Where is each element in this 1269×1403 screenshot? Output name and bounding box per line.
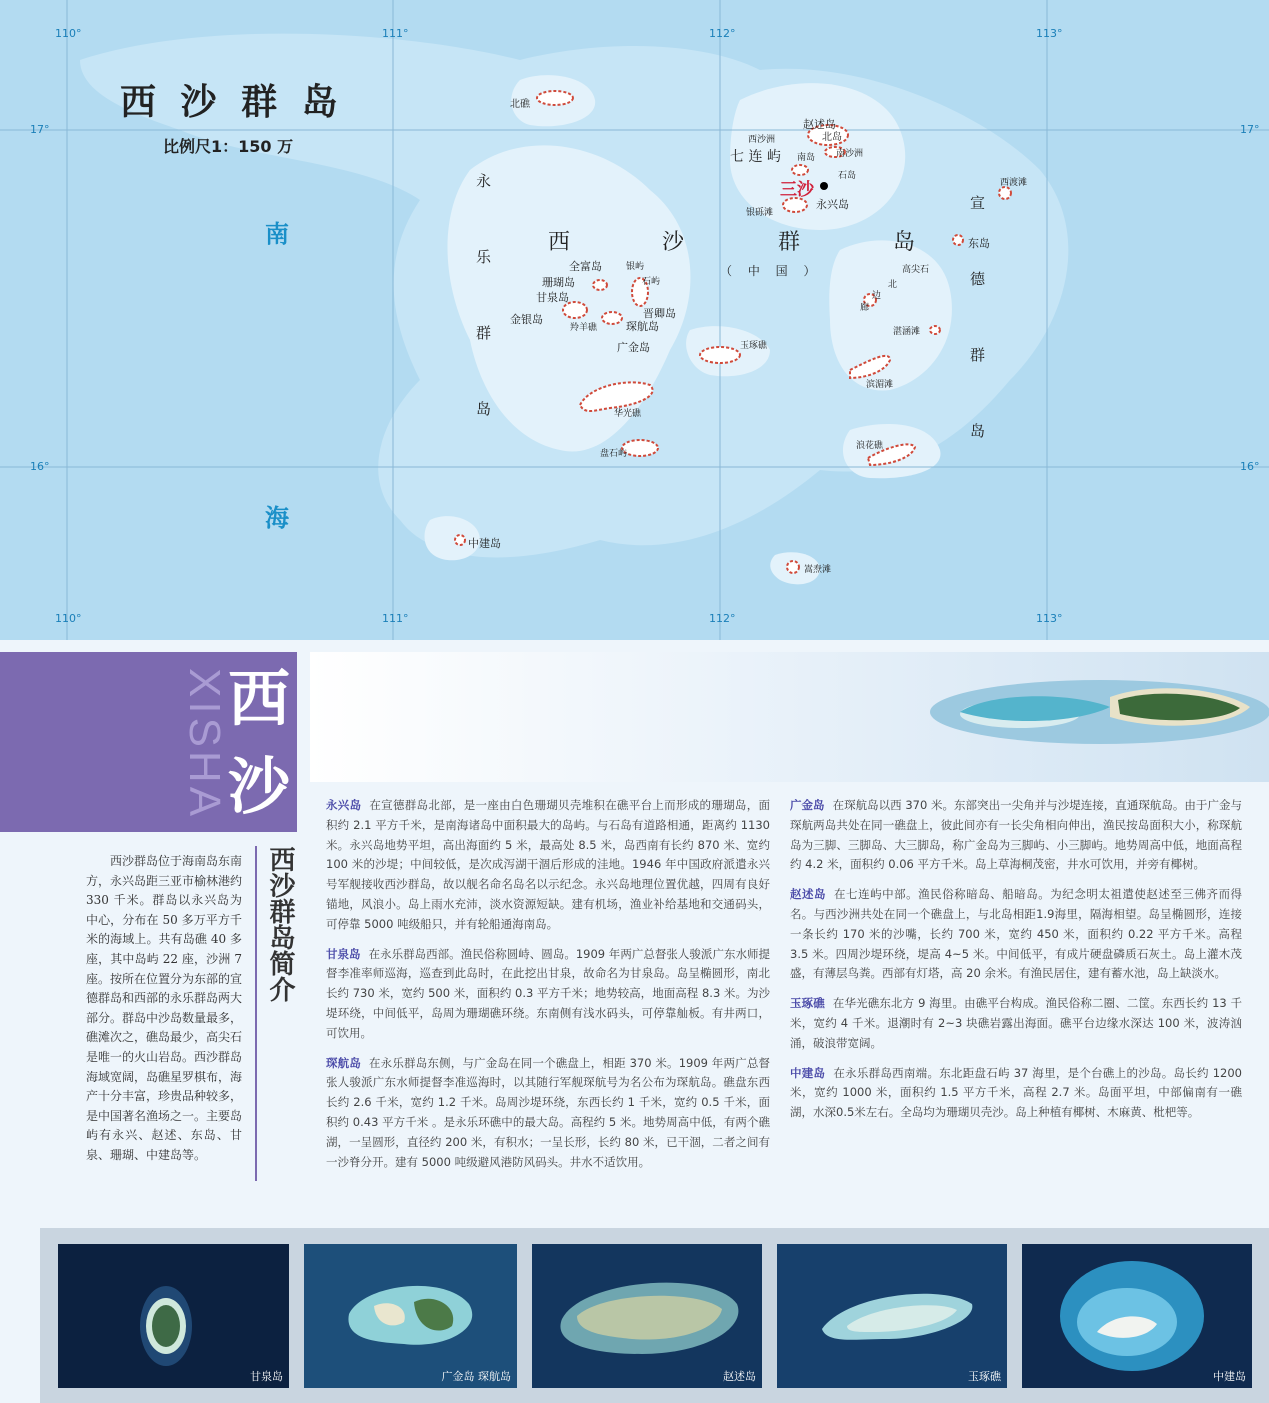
place-label: 广金岛 bbox=[617, 341, 650, 354]
lon-label: 112° bbox=[709, 27, 736, 40]
archipelago-label: 沙 bbox=[662, 230, 685, 255]
place-label: 东岛 bbox=[968, 237, 990, 250]
map-title: 西 沙 群 岛 bbox=[120, 81, 344, 123]
place-label: 石屿 bbox=[642, 277, 661, 287]
place-label: 西沙洲 bbox=[748, 135, 776, 145]
place-label: 赵述岛 bbox=[803, 118, 836, 131]
entry-heading: 永兴岛 bbox=[326, 798, 362, 812]
place-label: 银屿 bbox=[626, 262, 645, 272]
place-label: 金银岛 bbox=[510, 313, 543, 326]
entry-body: 在永乐群岛西部。渔民俗称圆峙、圆岛。1909 年两广总督张人骏派广东水师提督李准率师巡海，巡查到此岛时，在此挖出甘泉，故命名为甘泉岛。岛呈椭圆形，南北长约 730 米，宽约 500 米，面积约 0.3 平方千米；地势较高，地面高程 8.3 米。为沙堤环绕，中间低平，岛周为珊瑚礁环绕。东南侧有浅水码头，可停靠舢板。有井两口，可饮用。 bbox=[326, 946, 771, 1040]
island-entry bbox=[790, 1064, 1242, 1123]
place-label: 廊 bbox=[860, 303, 870, 313]
place-label: 全富岛 bbox=[569, 260, 602, 273]
place-label: 永兴岛 bbox=[816, 198, 849, 211]
island-entry bbox=[326, 796, 770, 935]
guangjin-chenhang-image bbox=[304, 1244, 517, 1388]
right-column bbox=[790, 796, 1242, 1133]
lon-label: 113° bbox=[1036, 27, 1063, 40]
group-label: 群 bbox=[476, 324, 492, 342]
entry-heading: 甘泉岛 bbox=[326, 946, 361, 961]
lat-label: 17° bbox=[1240, 123, 1260, 136]
satellite-photo bbox=[304, 1244, 517, 1388]
lon-label: 111° bbox=[382, 612, 409, 625]
title-char: 沙 bbox=[228, 750, 291, 823]
lon-label: 110° bbox=[55, 612, 82, 625]
left-column bbox=[326, 796, 770, 1182]
island-entry bbox=[790, 796, 1242, 875]
photo-caption: 甘泉岛 bbox=[250, 1370, 283, 1383]
place-label: 湛涵滩 bbox=[893, 327, 921, 337]
photo-caption: 中建岛 bbox=[1213, 1370, 1246, 1383]
satellite-photo bbox=[532, 1244, 762, 1388]
photo-caption: 广金岛 琛航岛 bbox=[441, 1370, 511, 1383]
yuzhuo-image bbox=[777, 1244, 1007, 1388]
entry-body: 在华光礁东北方 9 海里。由礁平台构成。渔民俗称二圈、二筐。东西长约 13 千米，宽约 4 千米。退潮时有 2~3 块礁岩露出海面。礁平台边缘水深达 100 米，波涛汹涌，破浪带宽阔。 bbox=[790, 996, 1242, 1050]
capital-marker bbox=[820, 182, 828, 190]
place-label: 边 bbox=[872, 291, 882, 301]
place-label: 玉琢礁 bbox=[740, 341, 768, 351]
place-label: 珊瑚岛 bbox=[542, 276, 575, 289]
archipelago-label: 群 bbox=[778, 230, 801, 255]
place-label: 羚羊礁 bbox=[570, 323, 598, 333]
archipelago-label: 岛 bbox=[893, 230, 916, 255]
title-latin: XISHA bbox=[180, 668, 229, 821]
map-scale: 比例尺1：150 万 bbox=[163, 137, 294, 156]
place-label: 石岛 bbox=[838, 171, 857, 181]
capital-label: 三沙 bbox=[780, 180, 814, 200]
group-label: 宣 bbox=[970, 194, 986, 212]
qilianyu-label: 七 连 屿 bbox=[730, 149, 781, 165]
place-label: 甘泉岛 bbox=[536, 291, 569, 304]
place-label: 北 bbox=[888, 280, 898, 290]
place-label: 浪花礁 bbox=[856, 441, 884, 451]
place-label: 嵩焘滩 bbox=[804, 565, 832, 575]
photo-caption: 玉琢礁 bbox=[968, 1370, 1001, 1383]
island-entry bbox=[326, 945, 770, 1044]
sea-label: 南 bbox=[265, 219, 289, 248]
archipelago-label: 西 bbox=[548, 230, 571, 255]
group-label: 德 bbox=[970, 270, 986, 288]
entry-body: 在琛航岛以西 370 米。东部突出一尖角并与沙堤连接，直通琛航岛。由于广金与琛航两岛共处在同一礁盘上，彼此间亦有一长尖角相向伸出，渔民按岛面积大小，称琛航岛为三脚、三脚岛、大三脚岛，称广金岛为三脚屿、小三脚屿。地势周高中低，地面高程约 4.2 米，面积约 0.06 平方千米。岛上草海桐茂密，井水可饮用，并旁有椰树。 bbox=[790, 798, 1242, 872]
ganquan-image bbox=[58, 1244, 289, 1388]
satellite-photo bbox=[58, 1244, 289, 1388]
lon-label: 110° bbox=[55, 27, 82, 40]
island-entry bbox=[326, 1054, 770, 1173]
place-label: 华光礁 bbox=[614, 409, 642, 419]
place-label: 北礁 bbox=[510, 99, 530, 110]
place-label: 盘石屿 bbox=[600, 449, 628, 459]
place-label: 银砾滩 bbox=[746, 208, 774, 218]
island-entry bbox=[790, 885, 1242, 984]
satellite-photo bbox=[1022, 1244, 1252, 1388]
island-entry bbox=[790, 994, 1242, 1053]
entry-body: 在永乐群岛西南端。东北距盘石屿 37 海里，是个台礁上的沙岛。岛长约 1200 米，宽约 1000 米，面积约 1.5 平方千米，高程 2.7 米。岛面平坦，中部偏南有一礁湖，水深0.5米左右。全岛均为珊瑚贝壳沙。岛上种植有椰树、木麻黄、枇杷等。 bbox=[790, 1065, 1242, 1120]
lon-label: 111° bbox=[382, 27, 409, 40]
header-banner bbox=[310, 652, 1269, 782]
lon-label: 112° bbox=[709, 612, 736, 625]
entry-heading: 玉琢礁 bbox=[790, 996, 825, 1011]
place-label: 南沙洲 bbox=[836, 149, 864, 159]
entry-heading: 中建岛 bbox=[790, 1065, 826, 1080]
entry-body: 在永乐群岛东侧，与广金岛在同一个礁盘上，相距 370 米。1909 年两广总督张人骏派广东水师提督李准巡海时，以其随行军舰琛航号为名公布为琛航岛。礁盘东西长约 2.6 千米，宽约 1.2 千米。岛周沙堤环绕，东西长约 1 千米，宽约 0.5 千米，面积约 0.43 平方千米 。是永乐环礁中的最大岛。高程约 5 米。地势周高中低，有两个礁湖，一呈圆形，直径约 200 米，有积水；一呈长形，长约 80 米，已干涸，二者之间有一沙脊分开。建有 5000 吨级避风港防风码头。井水不适饮用。 bbox=[326, 1055, 770, 1169]
entry-heading: 赵述岛 bbox=[790, 887, 827, 902]
place-label: 西渡滩 bbox=[1000, 178, 1028, 188]
place-label: 晋卿岛 bbox=[643, 307, 676, 320]
sea-label: 海 bbox=[265, 503, 289, 532]
place-label: 北岛 bbox=[822, 132, 842, 143]
place-label: 南岛 bbox=[797, 153, 816, 163]
group-label: 乐 bbox=[476, 248, 492, 266]
zhaoshu-image bbox=[532, 1244, 762, 1388]
group-label: 岛 bbox=[476, 400, 492, 418]
place-label: 滨湄滩 bbox=[866, 380, 894, 390]
summary-body: 西沙群岛位于海南岛东南方，永兴岛距三亚市榆林港约 330 千米。群岛以永兴岛为中心，分布在 50 多万平方千米的海域上。共有岛礁 40 多座，其中岛屿 22 座，沙洲 7 座。按所在位置分为东部的宣德群岛和西部的永乐群岛两大部分。群岛中沙岛数量最多，礁滩次之，礁岛最少，高尖石是唯一的火山岩岛。西沙群岛海域宽阔，岛礁星罗棋布，海产十分丰富，珍贵品种较多，是中国著名渔场之一。主要岛屿有永兴、赵述、东岛、甘泉、珊瑚、中建岛等。 bbox=[86, 854, 243, 1162]
lat-label: 16° bbox=[30, 460, 50, 473]
lon-label: 113° bbox=[1036, 612, 1063, 625]
group-label: 群 bbox=[970, 346, 986, 364]
entry-heading: 广金岛 bbox=[790, 798, 825, 812]
group-label: 岛 bbox=[970, 422, 986, 440]
section-title: 西沙群岛简介 bbox=[265, 846, 295, 1002]
place-label: 中建岛 bbox=[468, 537, 501, 550]
summary-text bbox=[86, 852, 242, 1166]
divider bbox=[255, 846, 257, 1181]
title-char: 西 bbox=[228, 662, 291, 735]
satellite-photo bbox=[777, 1244, 1007, 1388]
zhongjian-image bbox=[1022, 1244, 1252, 1388]
island-photo bbox=[310, 652, 1269, 782]
lat-label: 17° bbox=[30, 123, 50, 136]
entry-body: 在宣德群岛北部，是一座由白色珊瑚贝壳堆积在礁平台上而形成的珊瑚岛，面积约 2.1 平方千米，是南海诸岛中面积最大的岛屿。与石岛有道路相通，距离约 1130 米。永兴岛地势平坦，高出海面约 5 米，最高处 8.5 米，岛西南有长约 870 米、宽约 100 米的沙堤；中间较低，是次成泻湖干涸后形成的洼地。1946 年中国政府派遣永兴号军舰接收西沙群岛，故以舰名命名岛名以示纪念。永兴岛地理位置优越，四周有良好锚地，风浪小。岛上雨水充沛，淡水资源短缺。建有机场，渔业补给基地和交通码头，可停靠 5000 吨级船只，并有轮船通海南岛。 bbox=[326, 798, 770, 931]
entry-heading: 琛航岛 bbox=[326, 1055, 362, 1070]
group-label: 永 bbox=[476, 172, 492, 190]
photo-caption: 赵述岛 bbox=[723, 1370, 756, 1383]
entry-body: 在七连屿中部。渔民俗称暗岛、船暗岛。为纪念明太祖遣使赵述至三佛齐而得名。与西沙洲共处在同一个礁盘上，与北岛相距1.9海里，隔海相望。岛呈椭圆形，连接一条长约 170 米的沙嘴，长约 700 米，宽约 450 米，面积约 0.22 平方千米。高程 3.5 米。四周沙堤环绕，堤高 4~5 米。中间低平，有成片硬盘磷质石灰土。岛上灌木茂盛，有薄层鸟粪。西部有灯塔，高 20 余米。有渔民居住，建有蓄水池，岛上缺淡水。 bbox=[790, 887, 1243, 981]
china-label: （ 中 国 ） bbox=[720, 264, 822, 278]
place-label: 琛航岛 bbox=[626, 320, 659, 333]
lat-label: 16° bbox=[1240, 460, 1260, 473]
place-label: 高尖石 bbox=[902, 265, 930, 275]
